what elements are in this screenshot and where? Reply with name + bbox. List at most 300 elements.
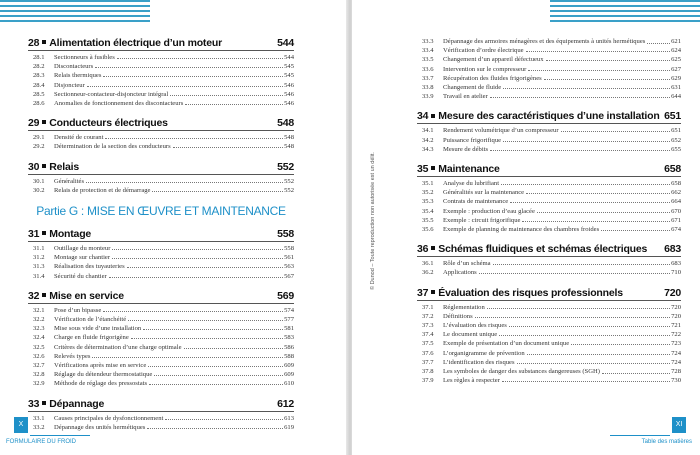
toc-chapter [28,161,294,195]
chapter-heading [28,161,294,175]
leader-dots [510,202,670,203]
chapter-number: 31 [28,228,40,241]
entry-page: 567 [284,272,294,280]
chapter-page: 544 [277,37,294,49]
leader-dots [503,141,670,142]
entry-page: 621 [671,38,681,45]
entry-number: 33.3 [422,38,434,45]
header-stripes [550,0,700,26]
entry-number: 37.9 [422,377,434,385]
entry-title: Réglage du détendeur thermostatique [54,371,153,379]
entry-page: 577 [284,316,294,324]
leader-dots [517,363,671,364]
entry-page: 548 [284,143,294,151]
toc-entry [28,423,294,432]
entry-number: 31.1 [33,245,45,253]
chapter-title: Relais [49,160,80,173]
entry-number: 37.8 [422,368,434,376]
entry-page: 722 [671,331,681,339]
entry-page: 683 [671,260,681,268]
leader-dots [165,419,283,420]
entry-page: 546 [284,81,294,89]
entry-title: Changement d’un appareil défectueux [443,56,544,64]
toc-chapter [417,243,681,277]
entry-body [443,367,681,376]
entry-title: Réglementation [443,303,485,311]
leader-dots [112,258,283,259]
entry-title: Montage sur chantier [54,254,111,262]
entry-number: 32.2 [33,316,45,324]
entry-body [443,37,681,46]
copyright-notice: © Dunod – Toute reproduction non autorisée est un délit. [370,152,376,290]
chapter-title: Montage [49,228,92,241]
entry-title: Exemple : circuit frigorifique [443,216,521,224]
entry-page: 619 [284,423,294,431]
entry-title: Charge en fluide frigorigène [54,334,129,342]
toc-entry [28,142,294,151]
entry-page: 558 [284,245,294,253]
chapter-label [28,290,124,302]
right-toc [417,37,681,394]
entry-title: Exemple : production d’eau glacée [443,207,535,215]
entry-number: 28.3 [33,72,45,80]
part-title: Partie G : MISE EN ŒUVRE ET MAINTENANCE [36,204,286,219]
chapter-title: Maintenance [438,163,500,176]
entry-number: 31.4 [33,272,45,280]
toc-entry [417,145,681,154]
entry-title: Intervention sur le compresseur [443,65,527,73]
leader-dots [487,308,670,309]
chapter-page: 569 [277,289,294,302]
entry-number: 28.1 [33,54,45,61]
toc-entry [28,343,294,352]
leader-dots [92,357,283,358]
entry-number: 35.3 [422,198,434,206]
page-number-box: X [14,417,28,433]
chapter-number: 35 [417,163,429,176]
toc-chapter [28,37,294,108]
running-footer: Table des matières [641,439,692,445]
toc-entry [28,306,294,315]
chapter-title: Mise en service [49,289,124,302]
entry-title: Définitions [443,312,473,320]
toc-entry [417,55,681,64]
toc-chapter [28,290,294,389]
leader-dots [490,150,670,151]
entry-number: 36.1 [422,260,434,268]
chapter-heading [417,110,681,124]
entry-page: 721 [671,322,681,330]
chapter-title: Alimentation électrique d’un moteur [49,37,222,49]
chapter-page: 683 [664,243,681,256]
toc-entry [28,53,294,62]
entry-number: 37.3 [422,322,434,330]
entry-page: 728 [671,368,681,376]
toc-entry [417,188,681,197]
toc-entry [417,179,681,188]
toc-entry [417,197,681,206]
entry-number: 33.4 [422,47,434,55]
chapter-heading [28,290,294,304]
entry-page: 674 [671,226,681,234]
leader-dots [127,267,283,268]
entry-number: 33.2 [33,423,45,431]
toc-entry [28,262,294,271]
leader-dots [493,264,671,265]
entry-page: 627 [671,65,681,73]
leader-dots [103,76,283,77]
entry-title: Exemple de présentation d’un document unique [443,340,570,348]
entry-page: 613 [284,414,294,422]
toc-entry [417,65,681,74]
chapter-label [28,398,104,410]
leader-dots [184,348,284,349]
toc-entry [28,244,294,253]
entry-title: Généralités sur la maintenance [443,189,525,197]
entry-number: 32.5 [33,343,45,351]
entry-title: Méthode de réglage des pressostats [54,380,148,388]
toc-chapter [28,398,294,432]
entry-number: 30.1 [33,177,45,185]
square-bullet-icon [42,231,46,235]
toc-entry [417,92,681,101]
leader-dots [528,70,670,71]
entry-page: 546 [284,90,294,98]
entry-number: 33.7 [422,74,434,82]
entry-number: 33.5 [422,56,434,64]
toc-chapter [417,163,681,234]
leader-dots [103,311,283,312]
entry-title: Pose d’un bipasse [54,306,102,314]
entry-page: 631 [671,84,681,92]
chapter-page: 548 [277,117,294,130]
chapter-number: 33 [28,397,40,410]
entry-page: 730 [671,377,681,385]
left-toc [28,37,294,441]
entry-page: 652 [671,136,681,144]
entry-page: 658 [671,180,681,188]
header-stripes [0,0,150,26]
leader-dots [152,191,283,192]
entry-page: 609 [284,371,294,379]
entry-page: 720 [671,303,681,311]
entry-page: 544 [284,54,294,61]
entry-page: 581 [284,325,294,333]
entry-page: 644 [671,93,681,101]
leader-dots [526,193,670,194]
entry-page: 625 [671,56,681,64]
chapter-page: 552 [277,160,294,173]
entry-number: 28.6 [33,100,45,108]
leader-dots [509,326,670,327]
continued-entries [417,37,681,101]
leader-dots [86,182,283,183]
entry-title: Sectionneurs à fusibles [54,54,115,61]
leader-dots [561,131,671,132]
toc-entry [417,376,681,385]
entry-title: Puissance frigorifique [443,136,502,144]
entry-number: 37.5 [422,340,434,348]
leader-dots [109,277,283,278]
chapter-label [28,228,91,240]
entry-title: Exemple de planning de maintenance des chambres froides [443,226,600,234]
entry-number: 37.6 [422,349,434,357]
toc-entry [28,414,294,423]
entry-number: 34.3 [422,145,434,153]
entry-number: 31.3 [33,263,45,271]
entry-page: 561 [284,254,294,262]
toc-entry [28,333,294,342]
chapter-page: 651 [664,110,681,123]
toc-entry [28,315,294,324]
leader-dots [499,335,670,336]
leader-dots [173,147,283,148]
entry-number: 32.3 [33,325,45,333]
chapter-number: 36 [417,243,429,256]
toc-entry [417,303,681,312]
chapter-title: Évaluation des risques professionnels [438,286,623,299]
entry-page: 651 [671,127,681,135]
leader-dots [170,95,283,96]
entry-number: 31.2 [33,254,45,262]
entry-title: Relais thermiques [54,72,102,80]
chapter-number: 29 [28,117,40,130]
toc-entry [28,62,294,71]
entry-number: 35.4 [422,207,434,215]
toc-entry [417,259,681,268]
entry-title: Récupération des fluides frigorigènes [443,74,542,82]
entry-title: L’identification des risques [443,358,515,366]
entry-title: Généralités [54,177,85,185]
leader-dots [475,317,670,318]
leader-dots [117,58,283,59]
toc-entry [417,216,681,225]
chapter-number: 30 [28,160,40,173]
toc-entry [28,71,294,80]
chapter-page: 658 [664,163,681,176]
toc-entry [417,321,681,330]
chapter-heading [28,37,294,51]
chapter-heading [417,163,681,177]
leader-dots [131,338,283,339]
leader-dots [571,344,670,345]
entry-number: 32.6 [33,352,45,360]
leader-dots [149,384,283,385]
entry-page: 624 [671,47,681,55]
entry-title: Les symboles de danger des substances dangereuses (SGH) [443,368,600,376]
toc-entry [28,186,294,195]
entry-title: Mesure de débits [443,145,489,153]
entry-title: Disjoncteur [54,81,85,89]
square-bullet-icon [431,166,435,170]
leader-dots [147,428,283,429]
chapter-title: Mesure des caractéristiques d’une installation [438,110,660,123]
entry-title: Sectionneur-contacteur-disjoncteur intégral [54,90,169,98]
toc-entry [417,339,681,348]
toc-entry [417,207,681,216]
entry-title: Le document unique [443,331,498,339]
square-bullet-icon [431,114,435,118]
square-bullet-icon [42,120,46,124]
entry-page: 662 [671,189,681,197]
chapter-heading [417,243,681,257]
leader-dots [185,104,283,105]
leader-dots [527,354,670,355]
toc-entry [28,272,294,281]
entry-page: 670 [671,207,681,215]
entry-number: 28.4 [33,81,45,89]
entry-title: Contrats de maintenance [443,198,509,206]
entry-number: 29.2 [33,143,45,151]
entry-page: 545 [284,63,294,71]
toc-entry [28,253,294,262]
running-footer: FORMULAIRE DU FROID [6,439,77,445]
entry-number: 37.2 [422,312,434,320]
chapter-title: Dépannage [49,397,105,410]
entry-number: 32.7 [33,362,45,370]
entry-title: Outillage du monteur [54,245,111,253]
toc-entry [417,225,681,234]
leader-dots [148,366,283,367]
toc-entry [417,268,681,277]
entry-page: 664 [671,198,681,206]
leader-dots [143,329,283,330]
entry-title: Applications [443,269,477,277]
entry-title: Analyse du lubrifiant [443,180,500,188]
toc-entry [28,370,294,379]
leader-dots [601,230,670,231]
entry-page: 574 [284,306,294,314]
leader-dots [501,184,670,185]
toc-entry [417,46,681,55]
entry-number: 35.6 [422,226,434,234]
square-bullet-icon [42,164,46,168]
square-bullet-icon [42,40,46,44]
square-bullet-icon [431,246,435,250]
toc-entry [28,90,294,99]
entry-title: Densité de courant [54,134,104,142]
chapter-label [28,161,79,173]
leader-dots [95,67,283,68]
toc-chapter [28,228,294,281]
leader-dots [503,88,670,89]
entry-title: Dépannage des unités hermétiques [54,423,146,431]
right-page [352,0,700,455]
entry-page: 546 [284,100,294,108]
chapter-page: 612 [277,397,294,410]
toc-entry [417,349,681,358]
entry-page: 610 [284,380,294,388]
entry-number: 32.9 [33,380,45,388]
entry-title: Rôle d’un schéma [443,260,491,268]
chapter-heading [28,117,294,131]
leader-dots [128,320,283,321]
leader-dots [502,381,670,382]
page-number-box: XI [672,417,686,433]
chapter-heading [28,228,294,242]
entry-title: Anomalies de fonctionnement des discontacteurs [54,100,184,108]
entry-title: Vérification d’ordre électrique [443,47,524,55]
entry-title: Changement de fluide [443,84,502,92]
entry-number: 33.8 [422,84,434,92]
toc-chapter [417,287,681,386]
leader-dots [479,273,670,274]
chapter-number: 37 [417,286,429,299]
chapter-page: 558 [277,228,294,241]
entry-title: Relevés types [54,352,91,360]
toc-entry [417,358,681,367]
chapter-label [417,287,623,299]
entry-title: Dépannage des armoires ménagères et des équipements à unités hermétiques [443,38,646,45]
left-page [0,0,348,455]
toc-entry [28,81,294,90]
chapter-number: 32 [28,289,40,302]
toc-entry [417,37,681,46]
toc-entry [28,379,294,388]
entry-number: 37.4 [422,331,434,339]
chapter-label [417,243,647,255]
entry-number: 36.2 [422,269,434,277]
entry-title: Causes principales de dysfonctionnement [54,414,164,422]
toc-entry [417,74,681,83]
leader-dots [526,51,671,52]
chapter-heading [417,287,681,301]
entry-title: Rendement volumétrique d’un compresseur [443,127,559,135]
entry-page: 724 [671,358,681,366]
entry-page: 548 [284,134,294,142]
chapter-title: Conducteurs électriques [49,117,168,130]
entry-number: 33.1 [33,414,45,422]
toc-entry [28,324,294,333]
entry-number: 33.9 [422,93,434,101]
chapter-label [28,37,222,49]
chapter-heading [28,398,294,412]
entry-number: 32.8 [33,371,45,379]
entry-number: 32.4 [33,334,45,342]
entry-page: 609 [284,362,294,370]
leader-dots [112,249,283,250]
toc-entry [28,361,294,370]
entry-page: 563 [284,263,294,271]
entry-page: 720 [671,312,681,320]
entry-page: 710 [671,269,681,277]
toc-entry [28,352,294,361]
entry-title: Travail en atelier [443,93,488,101]
chapter-number: 34 [417,110,429,123]
entry-page: 552 [284,186,294,194]
entry-number: 28.2 [33,63,45,71]
toc-entry [417,83,681,92]
entry-page: 545 [284,72,294,80]
entry-title: Discontacteurs [54,63,94,71]
entry-number: 35.1 [422,180,434,188]
leader-dots [537,212,670,213]
entry-number: 34.2 [422,136,434,144]
entry-number: 34.1 [422,127,434,135]
entry-title: Mise sous vide d’une installation [54,325,142,333]
entry-title: L’évaluation des risques [443,322,507,330]
toc-entry [28,99,294,108]
entry-page: 723 [671,340,681,348]
toc-entry [417,136,681,145]
entry-title: Sécurité du chantier [54,272,107,280]
leader-dots [105,138,283,139]
entry-number: 28.5 [33,90,45,98]
entry-title: Critères de détermination d’une charge optimale [54,343,182,351]
entry-title: Détermination de la section des conducteurs [54,143,171,151]
entry-number: 35.5 [422,216,434,224]
entry-number: 37.1 [422,303,434,311]
